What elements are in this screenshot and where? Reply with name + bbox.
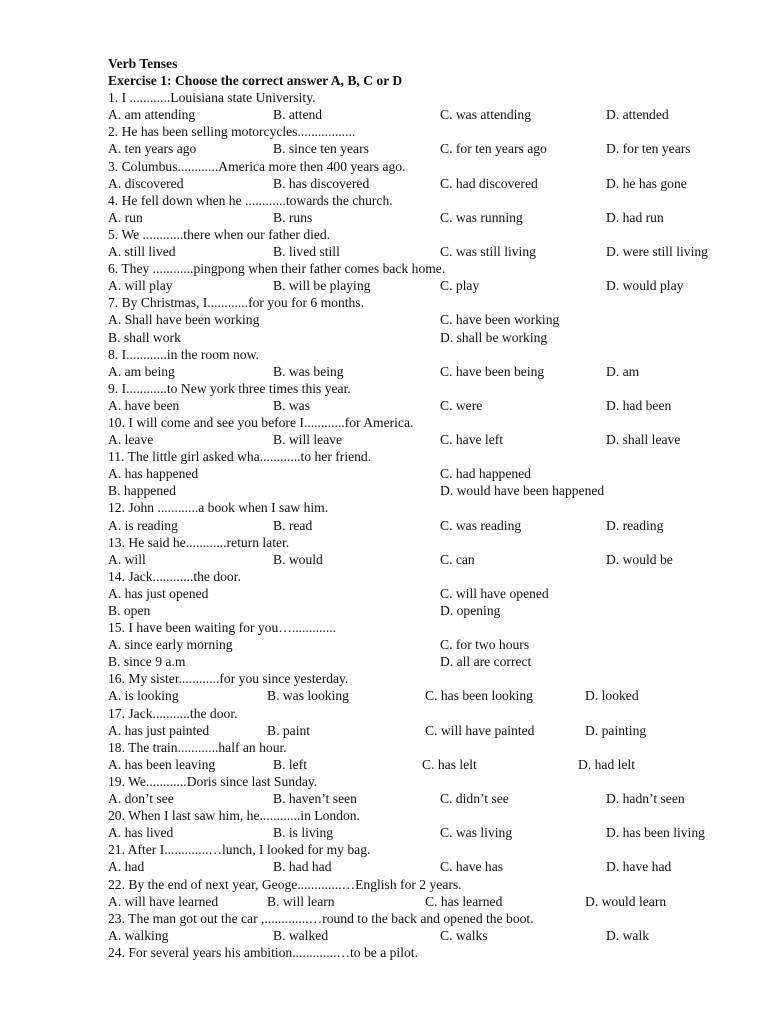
answer-options-row bbox=[108, 209, 748, 226]
answer-options-row bbox=[108, 722, 748, 739]
answer-option: B. was looking bbox=[267, 688, 349, 704]
answer-option: A. still lived bbox=[108, 244, 176, 260]
answer-option: B. was being bbox=[273, 363, 344, 379]
answer-option: C. have been working bbox=[440, 312, 560, 328]
answer-option: C. was living bbox=[440, 825, 513, 841]
worksheet-title: Verb Tenses bbox=[108, 56, 178, 71]
question-text: 2. He has been selling motorcycles................. bbox=[108, 124, 356, 140]
question-text: 19. We............Doris since last Sunday. bbox=[108, 773, 318, 789]
answer-options-row bbox=[108, 517, 748, 534]
question-text: 20. When I last saw him, he............in London. bbox=[108, 808, 360, 824]
answer-options-row bbox=[108, 927, 748, 944]
answer-options-row bbox=[108, 482, 748, 499]
answer-options-row bbox=[108, 465, 748, 482]
answer-option: A. ten years ago bbox=[108, 141, 197, 157]
exercise-heading: Exercise 1: Choose the correct answer A, B, C or D bbox=[108, 73, 403, 89]
answer-option: D. painting bbox=[585, 722, 647, 738]
answer-option: D. had run bbox=[606, 209, 664, 225]
answer-option: B. since 9 a.m bbox=[108, 654, 186, 670]
answer-option: D. attended bbox=[606, 107, 669, 123]
answer-options-row bbox=[108, 363, 748, 380]
answer-options-row bbox=[108, 106, 748, 123]
question-text: 23. The man got out the car ,.............…round to the back and opened the boot. bbox=[108, 910, 534, 926]
answer-options-row bbox=[108, 893, 748, 910]
question-text: 17. Jack...........the door. bbox=[108, 705, 238, 721]
answer-option: B. would bbox=[273, 551, 323, 567]
answer-option: C. was running bbox=[440, 209, 523, 225]
answer-option: C. have been being bbox=[440, 363, 545, 379]
answer-option: B. since ten years bbox=[273, 141, 369, 157]
answer-options-row bbox=[108, 329, 748, 346]
answer-option: D. had lelt bbox=[578, 756, 636, 772]
answer-option: A. Shall have been working bbox=[108, 312, 260, 328]
answer-option: A. walking bbox=[108, 927, 169, 943]
question-text: 12. John ............a book when I saw him. bbox=[108, 500, 329, 516]
answer-option: A. had bbox=[108, 859, 145, 875]
answer-option: A. discovered bbox=[108, 175, 184, 191]
answer-option: B. will learn bbox=[267, 893, 335, 909]
answer-option: D. looked bbox=[585, 688, 639, 704]
answer-option: C. play bbox=[440, 278, 480, 294]
answer-options-row bbox=[108, 824, 748, 841]
answer-option: B. is living bbox=[273, 825, 334, 841]
answer-option: D. opening bbox=[440, 603, 501, 618]
answer-option: A. will bbox=[108, 551, 146, 567]
answer-option: D. he has gone bbox=[606, 175, 687, 191]
question-text: 3. Columbus............America more then 400 years ago. bbox=[108, 158, 406, 174]
answer-option: D. would have been happened bbox=[440, 483, 605, 499]
answer-options-row bbox=[108, 551, 748, 568]
answer-option: A. am being bbox=[108, 363, 175, 379]
answer-option: B. read bbox=[273, 517, 313, 533]
answer-option: B. paint bbox=[267, 722, 311, 738]
answer-option: B. attend bbox=[273, 107, 323, 123]
answer-option: D. has been living bbox=[606, 825, 705, 841]
answer-option: C. was still living bbox=[440, 244, 536, 260]
answer-options-row bbox=[108, 790, 748, 807]
answer-option: C. will have opened bbox=[440, 585, 549, 601]
answer-option: B. lived still bbox=[273, 244, 340, 260]
answer-option: B. will be playing bbox=[273, 278, 371, 294]
answer-option: A. have been bbox=[108, 397, 180, 413]
answer-options-row bbox=[108, 397, 748, 414]
answer-options-row bbox=[108, 687, 748, 704]
question-text: 1. I ............Louisiana state University. bbox=[108, 90, 316, 106]
answer-option: C. has learned bbox=[425, 893, 503, 909]
answer-option: C. was attending bbox=[440, 107, 531, 123]
answer-option: C. had discovered bbox=[440, 175, 538, 191]
answer-option: D. reading bbox=[606, 517, 664, 533]
question-text: 14. Jack............the door. bbox=[108, 568, 241, 584]
answer-option: A. is reading bbox=[108, 517, 178, 533]
answer-option: B. left bbox=[273, 756, 307, 772]
answer-option: D. all are correct bbox=[440, 654, 532, 670]
answer-options-row bbox=[108, 653, 748, 670]
answer-options-row bbox=[108, 756, 748, 773]
answer-option: D. were still living bbox=[606, 244, 708, 260]
answer-option: C. for two hours bbox=[440, 637, 530, 653]
answer-option: A. since early morning bbox=[108, 637, 233, 653]
answer-option: A. run bbox=[108, 209, 143, 225]
answer-option: D. have had bbox=[606, 859, 672, 875]
answer-option: C. had happened bbox=[440, 466, 531, 482]
question-text: 16. My sister............for you since yesterday. bbox=[108, 671, 349, 687]
answer-option: A. has been leaving bbox=[108, 756, 216, 772]
answer-option: C. can bbox=[440, 551, 475, 567]
answer-option: C. didn’t see bbox=[440, 791, 509, 807]
question-text: 18. The train............half an hour. bbox=[108, 739, 287, 755]
worksheet bbox=[108, 55, 748, 961]
answer-options-row bbox=[108, 858, 748, 875]
answer-option: D. would be bbox=[606, 551, 673, 567]
answer-option: A. has lived bbox=[108, 825, 174, 841]
answer-options-row bbox=[108, 140, 748, 157]
question-text: 10. I will come and see you before I............for America. bbox=[108, 414, 414, 430]
answer-option: B. has discovered bbox=[273, 175, 370, 191]
answer-option: B. runs bbox=[273, 209, 313, 225]
answer-options-row bbox=[108, 602, 748, 619]
question-text: 8. I............in the room now. bbox=[108, 346, 259, 362]
answer-option: D. shall leave bbox=[606, 432, 681, 448]
answer-options-row bbox=[108, 175, 748, 192]
answer-option: B. haven’t seen bbox=[273, 791, 357, 807]
answer-option: A. will play bbox=[108, 278, 173, 294]
answer-option: A. is looking bbox=[108, 688, 179, 704]
answer-option: A. leave bbox=[108, 432, 154, 448]
answer-option: A. has happened bbox=[108, 466, 199, 482]
question-text: 4. He fell down when he ............towards the church. bbox=[108, 192, 393, 208]
answer-option: A. don’t see bbox=[108, 791, 174, 807]
answer-options-row bbox=[108, 636, 748, 653]
answer-option: B. was bbox=[273, 397, 311, 413]
answer-options-row bbox=[108, 243, 748, 260]
answer-options-row bbox=[108, 311, 748, 328]
question-text: 6. They ............pingpong when their father comes back home. bbox=[108, 261, 446, 277]
question-text: 24. For several years his ambition.............…to be a pilot. bbox=[108, 944, 418, 960]
question-text: 11. The little girl asked wha............to her friend. bbox=[108, 449, 372, 465]
answer-option: A. has just painted bbox=[108, 722, 210, 738]
question-list bbox=[108, 89, 748, 961]
answer-option: C. were bbox=[440, 397, 483, 413]
answer-option: C. has lelt bbox=[422, 756, 477, 772]
answer-option: D. am bbox=[606, 363, 640, 379]
answer-options-row bbox=[108, 585, 748, 602]
question-text: 5. We ............there when our father died. bbox=[108, 226, 331, 242]
answer-option: C. have left bbox=[440, 432, 504, 448]
answer-options-row bbox=[108, 431, 748, 448]
answer-option: C. have has bbox=[440, 859, 504, 875]
question-text: 21. After I.............…lunch, I looked for my bag. bbox=[108, 842, 371, 858]
answer-option: B. walked bbox=[273, 927, 329, 943]
answer-option: C. has been looking bbox=[425, 688, 533, 704]
answer-option: B. had had bbox=[273, 859, 332, 875]
answer-option: D. had been bbox=[606, 397, 672, 413]
answer-option: D. hadn’t seen bbox=[606, 791, 685, 807]
question-text: 22. By the end of next year, Geoge.............…English for 2 years. bbox=[108, 876, 462, 892]
answer-option: C. for ten years ago bbox=[440, 141, 547, 157]
answer-option: A. has just opened bbox=[108, 585, 209, 601]
answer-option: D. would learn bbox=[585, 893, 667, 909]
answer-option: B. happened bbox=[108, 483, 176, 499]
answer-options-row bbox=[108, 277, 748, 294]
question-text: 13. He said he............return later. bbox=[108, 534, 290, 550]
answer-option: D. would play bbox=[606, 278, 684, 294]
question-text: 15. I have been waiting for you…............. bbox=[108, 620, 337, 636]
answer-option: A. will have learned bbox=[108, 893, 219, 909]
answer-option: C. was reading bbox=[440, 517, 522, 533]
answer-option: B. shall work bbox=[108, 329, 181, 345]
question-text: 9. I............to New york three times this year. bbox=[108, 380, 351, 396]
question-text: 7. By Christmas, I............for you for 6 months. bbox=[108, 295, 365, 311]
answer-option: D. walk bbox=[606, 927, 650, 943]
answer-option: C. will have painted bbox=[425, 722, 535, 738]
answer-option: D. shall be working bbox=[440, 329, 548, 345]
answer-option: B. open bbox=[108, 603, 151, 618]
answer-option: B. will leave bbox=[273, 432, 343, 448]
answer-option: C. walks bbox=[440, 927, 488, 943]
answer-option: A. am attending bbox=[108, 107, 196, 123]
answer-option: D. for ten years bbox=[606, 141, 691, 157]
